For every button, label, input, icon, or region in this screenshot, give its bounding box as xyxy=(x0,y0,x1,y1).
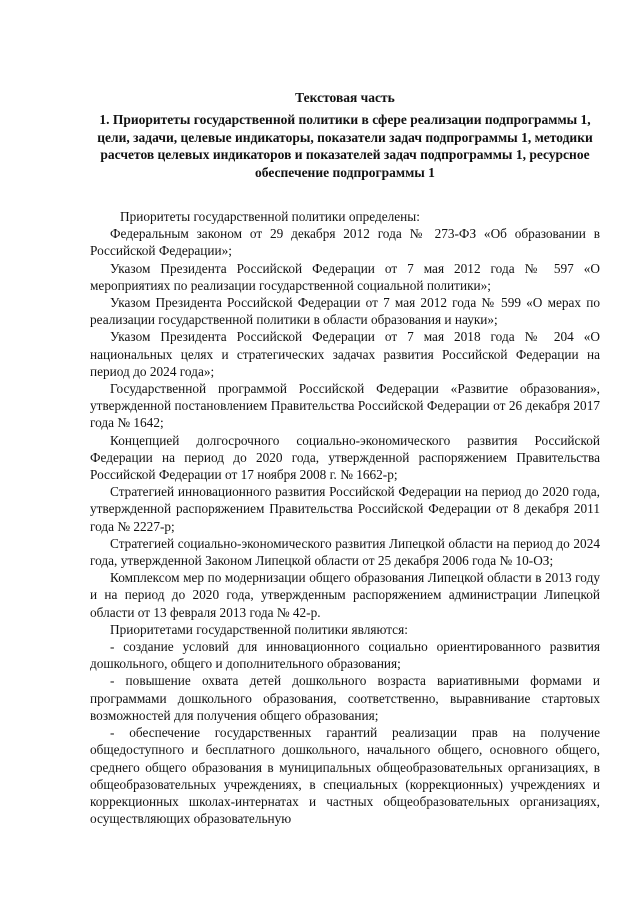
paragraph: - обеспечение государственных гарантий реализации прав на получение общедоступного и бесплатного дошкольного, начального общего, основного общего, среднего общего образования в муниципальных общеобразовательных организациях, в общеобразовательных учреждениях, в специальных (коррекционных) учреждениях и коррекционных школах-интернатах и частных общеобразовательных организациях, осуществляющих образовательную xyxy=(90,725,600,827)
paragraph: Федеральным законом от 29 декабря 2012 года № 273-ФЗ «Об образовании в Российской Федерации»; xyxy=(90,226,600,259)
paragraph: Указом Президента Российской Федерации от 7 мая 2012 года № 599 «О мерах по реализации государственной политики в области образования и науки»; xyxy=(90,295,600,328)
section-title: Текстовая часть xyxy=(295,90,395,105)
paragraph: Указом Президента Российской Федерации от 7 мая 2012 года № 597 «О мероприятиях по реализации государственной социальной политики»; xyxy=(90,260,600,293)
paragraph: Государственной программой Российской Федерации «Развитие образования», утвержденной постановлением Правительства Российской Федерации от 26 декабря 2017 года № 1642; xyxy=(90,381,600,431)
paragraph: - создание условий для инновационного социально ориентированного развития дошкольного, общего и дополнительного образования; xyxy=(90,639,600,672)
paragraph: Стратегией инновационного развития Российской Федерации на период до 2020 года, утвержденной распоряжением Правительства Российской Федерации от 8 декабря 2011 года № 2227-р; xyxy=(90,484,600,534)
paragraph: Приоритетами государственной политики являются: xyxy=(110,621,408,637)
section-heading: 1. Приоритеты государственной политики в сфере реализации подпрограммы 1, цели, задачи, целевые индикаторы, показатели задач подпрограммы 1, методики расчетов целевых индикаторов и показателей задач подпрограммы 1, ресурсное обеспечение подпрограммы 1 xyxy=(97,112,593,180)
paragraph: Стратегией социально-экономического развития Липецкой области на период до 2024 года, утвержденной Законом Липецкой области от 25 декабря 2006 года № 10-ОЗ; xyxy=(90,535,600,569)
paragraph: Комплексом мер по модернизации общего образования Липецкой области в 2013 году и на период до 2020 года, утвержденным распоряжением администрации Липецкой области от 13 февраля 2013 года № 42-р. xyxy=(90,570,600,620)
document-body xyxy=(90,208,600,827)
paragraph: Приоритеты государственной политики определены: xyxy=(120,209,420,224)
paragraph: - повышение охвата детей дошкольного возраста вариативными формами и программами дошкольного образования, соответственно, выравнивание стартовых возможностей для получения общего образования; xyxy=(90,673,600,723)
paragraph: Концепцией долгосрочного социально-экономического развития Российской Федерации на период до 2020 года, утвержденной распоряжением Правительства Российской Федерации от 17 ноября 2008 г. № 1662-р; xyxy=(90,432,600,483)
paragraph: Указом Президента Российской Федерации от 7 мая 2018 года № 204 «О национальных целях и стратегических задачах развития Российской Федерации на период до 2024 года»; xyxy=(90,329,600,379)
